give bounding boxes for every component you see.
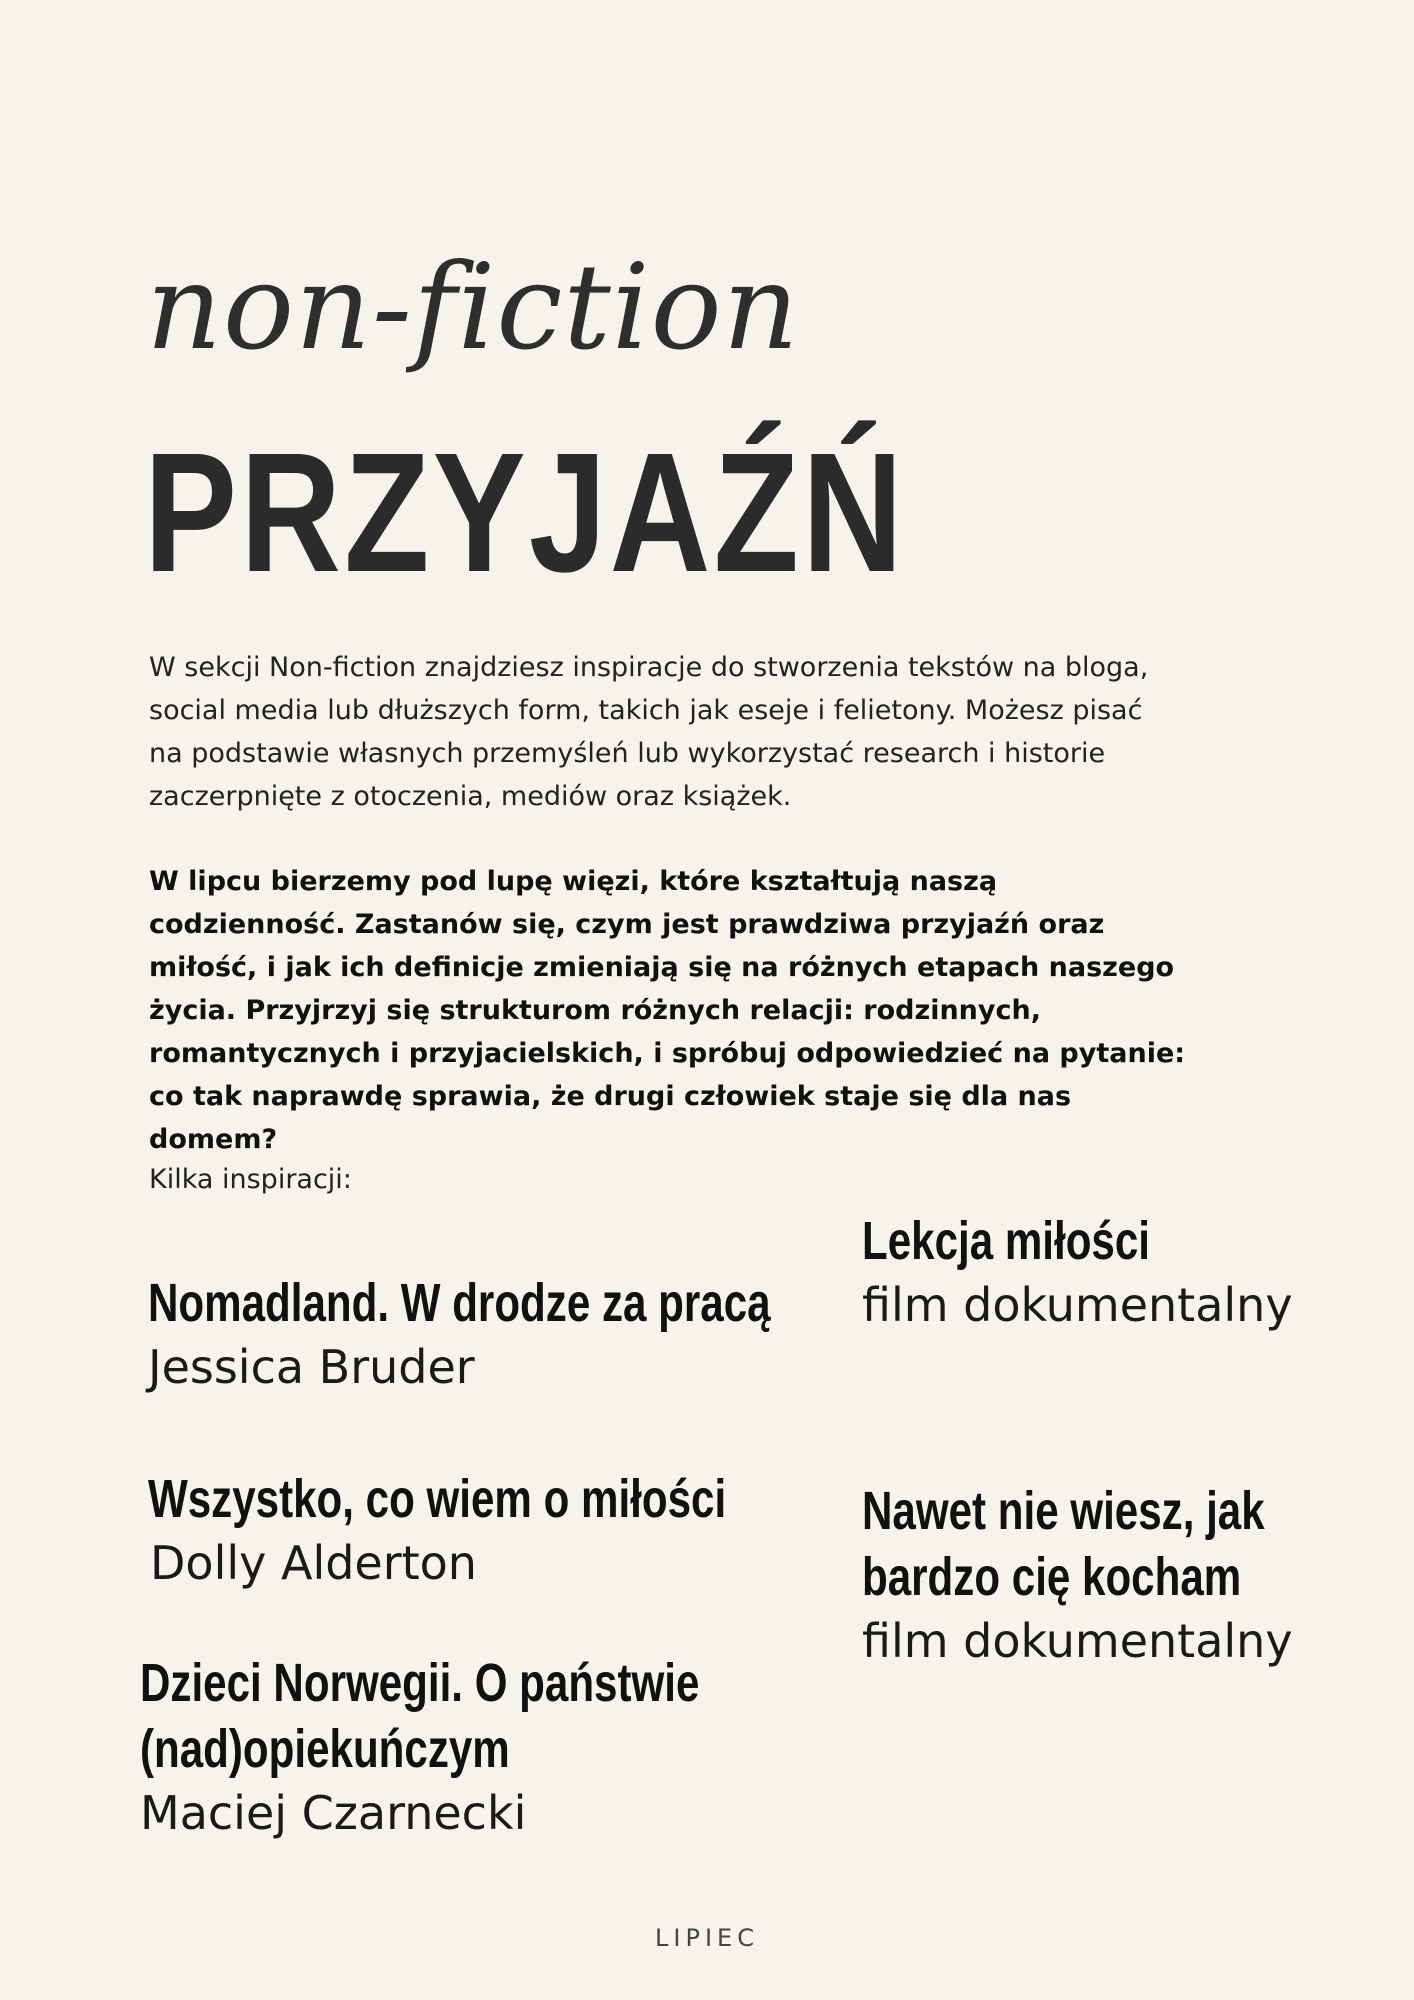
inspiration-item	[148, 1270, 946, 1398]
inspiration-title: Nomadland. W drodze za pracą	[148, 1273, 771, 1333]
inspiration-item	[140, 1650, 857, 1844]
theme-paragraph: W lipcu bierzemy pod lupę więzi, które kształtują naszą codzienność. Zastanów się, czym jest prawdziwa przyjaźń oraz miłość, i jak ich definicje zmieniają się na różnych etapach naszego życia. Przyjrzyj się strukturom różnych relacji: rodzinnych, romantycznych i przyjacielskich, i spróbuj odpowiedzieć na pytanie: co tak naprawdę sprawia, że drugi człowiek staje się dla nas domem?	[149, 866, 1186, 1155]
inspirations-label: Kilka inspiracji:	[149, 1164, 352, 1195]
inspiration-author: Maciej Czarnecki	[140, 1786, 527, 1840]
page-title: PRZYJAŹŃ	[144, 418, 907, 608]
inspiration-type: film dokumentalny	[862, 1278, 1293, 1332]
inspiration-item	[862, 1208, 1293, 1336]
script-title: non-fiction	[146, 238, 800, 376]
inspiration-type: film dokumentalny	[862, 1614, 1293, 1668]
inspiration-title-line-2: (nad)opiekuńczym	[140, 1719, 510, 1779]
inspiration-title: Lekcja miłości	[862, 1211, 1150, 1271]
inspiration-title-line-1: Dzieci Norwegii. O państwie	[140, 1653, 700, 1713]
inspiration-title: Wszystko, co wiem o miłości	[148, 1469, 727, 1529]
inspiration-item	[148, 1466, 889, 1594]
inspiration-title-line-1: Nawet nie wiesz, jak	[862, 1481, 1265, 1541]
intro-paragraph: W sekcji Non-fiction znajdziesz inspiracje do stworzenia tekstów na bloga, social media lub dłuższych form, takich jak eseje i felietony. Możesz pisać na podstawie własnych przemyśleń lub wykorzystać research i historie zaczerpnięte z otoczenia, mediów oraz książek.	[149, 652, 1149, 812]
inspiration-author: Dolly Alderton	[150, 1536, 477, 1590]
inspiration-item	[862, 1478, 1378, 1672]
footer-month: LIPIEC	[655, 1924, 759, 1952]
inspiration-title-line-2: bardzo cię kocham	[862, 1547, 1242, 1607]
inspiration-author: Jessica Bruder	[148, 1340, 475, 1394]
